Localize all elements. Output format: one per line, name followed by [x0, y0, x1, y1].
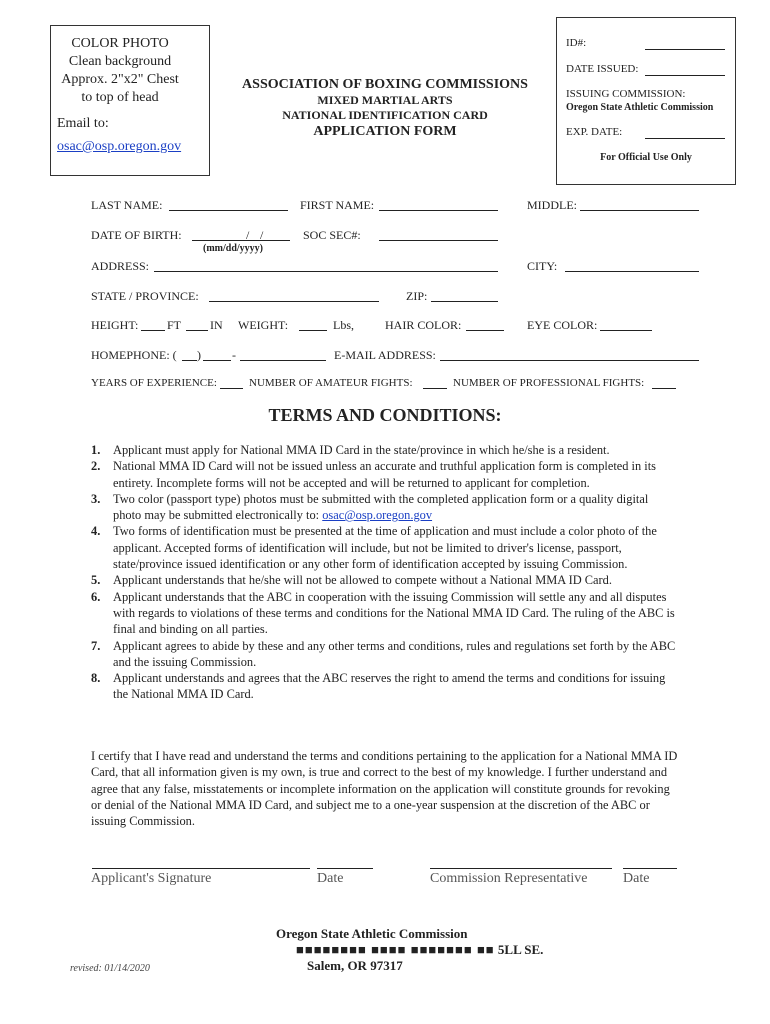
exp-date-label: EXP. DATE: [566, 126, 623, 138]
height-ft-field[interactable] [141, 330, 165, 331]
term-text: Applicant understands and agrees that the ABC reserves the right to amend the terms and conditions for issuing the National MMA ID Card. [113, 671, 666, 702]
last-name-label: LAST NAME: [91, 198, 163, 212]
term-number: 4. [91, 524, 101, 539]
height-ft-unit: FT [167, 318, 182, 332]
weight-unit: Lbs, [333, 318, 354, 332]
term-item [91, 638, 679, 671]
footer-address [296, 942, 543, 958]
term-item [91, 523, 679, 572]
date-issued-label: DATE ISSUED: [566, 63, 639, 75]
term-email-link[interactable]: osac@osp.oregon.gov [322, 508, 433, 523]
footer-org: Oregon State Athletic Commission [276, 926, 468, 941]
last-name-field[interactable] [169, 210, 288, 211]
homephone-label: HOMEPHONE: ( [91, 348, 177, 362]
dob-format-hint: (mm/dd/yyyy) [203, 243, 263, 254]
city-field[interactable] [565, 271, 699, 272]
rep-signature-label: Commission Representative [430, 871, 588, 886]
weight-label: WEIGHT: [238, 318, 289, 332]
rep-signature-field[interactable] [430, 868, 612, 869]
rep-date-label: Date [623, 871, 650, 886]
applicant-date-field[interactable] [317, 868, 373, 869]
org-title: ASSOCIATION OF BOXING COMMISSIONS [242, 77, 528, 92]
hair-color-label: HAIR COLOR: [385, 318, 462, 332]
issuing-commission-label: ISSUING COMMISSION: [566, 88, 686, 100]
eye-color-field[interactable] [600, 330, 652, 331]
years-experience-label: YEARS OF EXPERIENCE: [91, 377, 217, 389]
address-field[interactable] [154, 271, 498, 272]
email-address-label: E-MAIL ADDRESS: [334, 348, 436, 362]
amateur-fights-label: NUMBER OF AMATEUR FIGHTS: [249, 377, 413, 389]
homephone-prefix-field[interactable] [203, 360, 231, 361]
term-text: Applicant understands that the ABC in cooperation with the issuing Commission will settle any and all disputes with regards to violations of these terms and conditions for the National MMA ID Card. The ruling of the ABC is final and binding on all parties. [113, 589, 675, 637]
term-text: Two color (passport type) photos must be submitted with the completed application form or a quality digital photo may be submitted electronically to: [113, 491, 649, 523]
garbled-address-glyphs: ■■■■■■■■ ■■■■ ■■■■■■■ ■■ [296, 942, 495, 957]
pro-fights-label: NUMBER OF PROFESSIONAL FIGHTS: [453, 377, 645, 389]
height-label: HEIGHT: [91, 318, 139, 332]
term-text: National MMA ID Card will not be issued unless an accurate and truthful application form is completed in its entirety. Incomplete forms will not be accepted and will be returned to applicant for completion. [113, 459, 657, 490]
photo-line-3: Approx. 2"x2" Chest [61, 72, 179, 87]
amateur-fights-field[interactable] [423, 388, 447, 389]
applicant-signature-field[interactable] [92, 868, 310, 869]
email-address-field[interactable] [440, 360, 699, 361]
zip-field[interactable] [431, 301, 498, 302]
header-line-2: MIXED MARTIAL ARTS [317, 93, 453, 107]
term-number: 5. [91, 573, 101, 588]
revised-date: revised: 01/14/2020 [70, 963, 150, 974]
homephone-area-field[interactable] [182, 360, 197, 361]
exp-date-field[interactable] [645, 138, 725, 139]
homephone-close-paren: ) [197, 348, 201, 362]
photo-line-4: to top of head [81, 90, 159, 105]
eye-color-label: EYE COLOR: [527, 318, 598, 332]
height-in-unit: IN [210, 318, 223, 332]
term-item [91, 458, 679, 491]
term-text: Applicant agrees to abide by these and any other terms and conditions, rules and regulations set forth by the ABC and the issuing Commission. [113, 638, 676, 669]
term-text: Applicant must apply for National MMA ID Card in the state/province in which he/she is a resident. [113, 443, 610, 457]
first-name-label: FIRST NAME: [300, 198, 375, 212]
middle-field[interactable] [580, 210, 699, 211]
term-item [91, 442, 679, 458]
term-number: 7. [91, 638, 101, 653]
official-use-box [556, 17, 736, 185]
dob-slash-1: / [246, 228, 250, 242]
state-label: STATE / PROVINCE: [91, 289, 199, 303]
id-field[interactable] [645, 49, 725, 50]
photo-line-1: COLOR PHOTO [71, 36, 169, 51]
certification-text: I certify that I have read and understand the terms and conditions pertaining to the application for a National MMA ID Card, that all information given is my own, is true and correct to the best of my knowledge. I further understand and agree that any false, misstatements or incomplete information on the application will constitute grounds for revoking or denial of the National MMA ID Card, and subject me to a one-year suspension at the discretion of the ABC or issuing Commission. [91, 749, 678, 829]
photo-email-link[interactable]: osac@osp.oregon.gov [57, 139, 182, 154]
footer-address-text: 5LL SE. [497, 942, 544, 957]
official-use-note: For Official Use Only [600, 152, 692, 163]
dob-slash-2: / [260, 228, 264, 242]
pro-fights-field[interactable] [652, 388, 676, 389]
homephone-dash: - [232, 348, 236, 362]
term-text: Two forms of identification must be presented at the time of application and must include a color photo of the applicant. Accepted forms of identification will include, but not be limited to driver's license, passport, state/province issued identification or any other form of identification accepted by issuing Commission. [113, 524, 657, 572]
middle-label: MIDDLE: [527, 198, 577, 212]
photo-line-2: Clean background [68, 54, 172, 69]
term-item [91, 572, 679, 588]
city-label: CITY: [527, 259, 558, 273]
term-item [91, 670, 679, 703]
email-label: Email to: [57, 116, 109, 131]
weight-field[interactable] [299, 330, 327, 331]
zip-label: ZIP: [406, 289, 428, 303]
first-name-field[interactable] [379, 210, 498, 211]
term-number: 6. [91, 589, 101, 604]
soc-sec-field[interactable] [379, 240, 498, 241]
term-text: Applicant understands that he/she will not be allowed to compete without a National MMA ID Card. [113, 573, 612, 588]
issuing-commission-value: Oregon State Athletic Commission [566, 102, 714, 113]
dob-month-field[interactable] [192, 240, 222, 241]
term-number: 1. [91, 443, 101, 457]
id-label: ID#: [566, 37, 587, 49]
address-label: ADDRESS: [91, 259, 150, 273]
term-item [91, 589, 679, 638]
dob-label: DATE OF BIRTH: [91, 228, 182, 242]
hair-color-field[interactable] [466, 330, 504, 331]
years-experience-field[interactable] [220, 388, 243, 389]
footer-city: Salem, OR 97317 [307, 958, 403, 973]
term-number: 3. [91, 491, 101, 506]
applicant-date-label: Date [317, 871, 344, 886]
term-item [91, 491, 679, 524]
term-number: 8. [91, 671, 101, 686]
photo-box [50, 25, 210, 176]
dob-day-field[interactable] [222, 240, 252, 241]
date-issued-field[interactable] [645, 75, 725, 76]
soc-sec-label: SOC SEC#: [303, 228, 361, 242]
rep-date-field[interactable] [623, 868, 677, 869]
terms-list [91, 442, 679, 703]
state-field[interactable] [209, 301, 379, 302]
terms-title: TERMS AND CONDITIONS: [268, 405, 502, 425]
applicant-signature-label: Applicant's Signature [91, 871, 212, 886]
dob-year-field[interactable] [252, 240, 290, 241]
header-line-3: NATIONAL IDENTIFICATION CARD [282, 108, 488, 122]
homephone-number-field[interactable] [240, 360, 326, 361]
term-number: 2. [91, 459, 101, 474]
height-in-field[interactable] [186, 330, 208, 331]
form-title: APPLICATION FORM [313, 124, 457, 139]
